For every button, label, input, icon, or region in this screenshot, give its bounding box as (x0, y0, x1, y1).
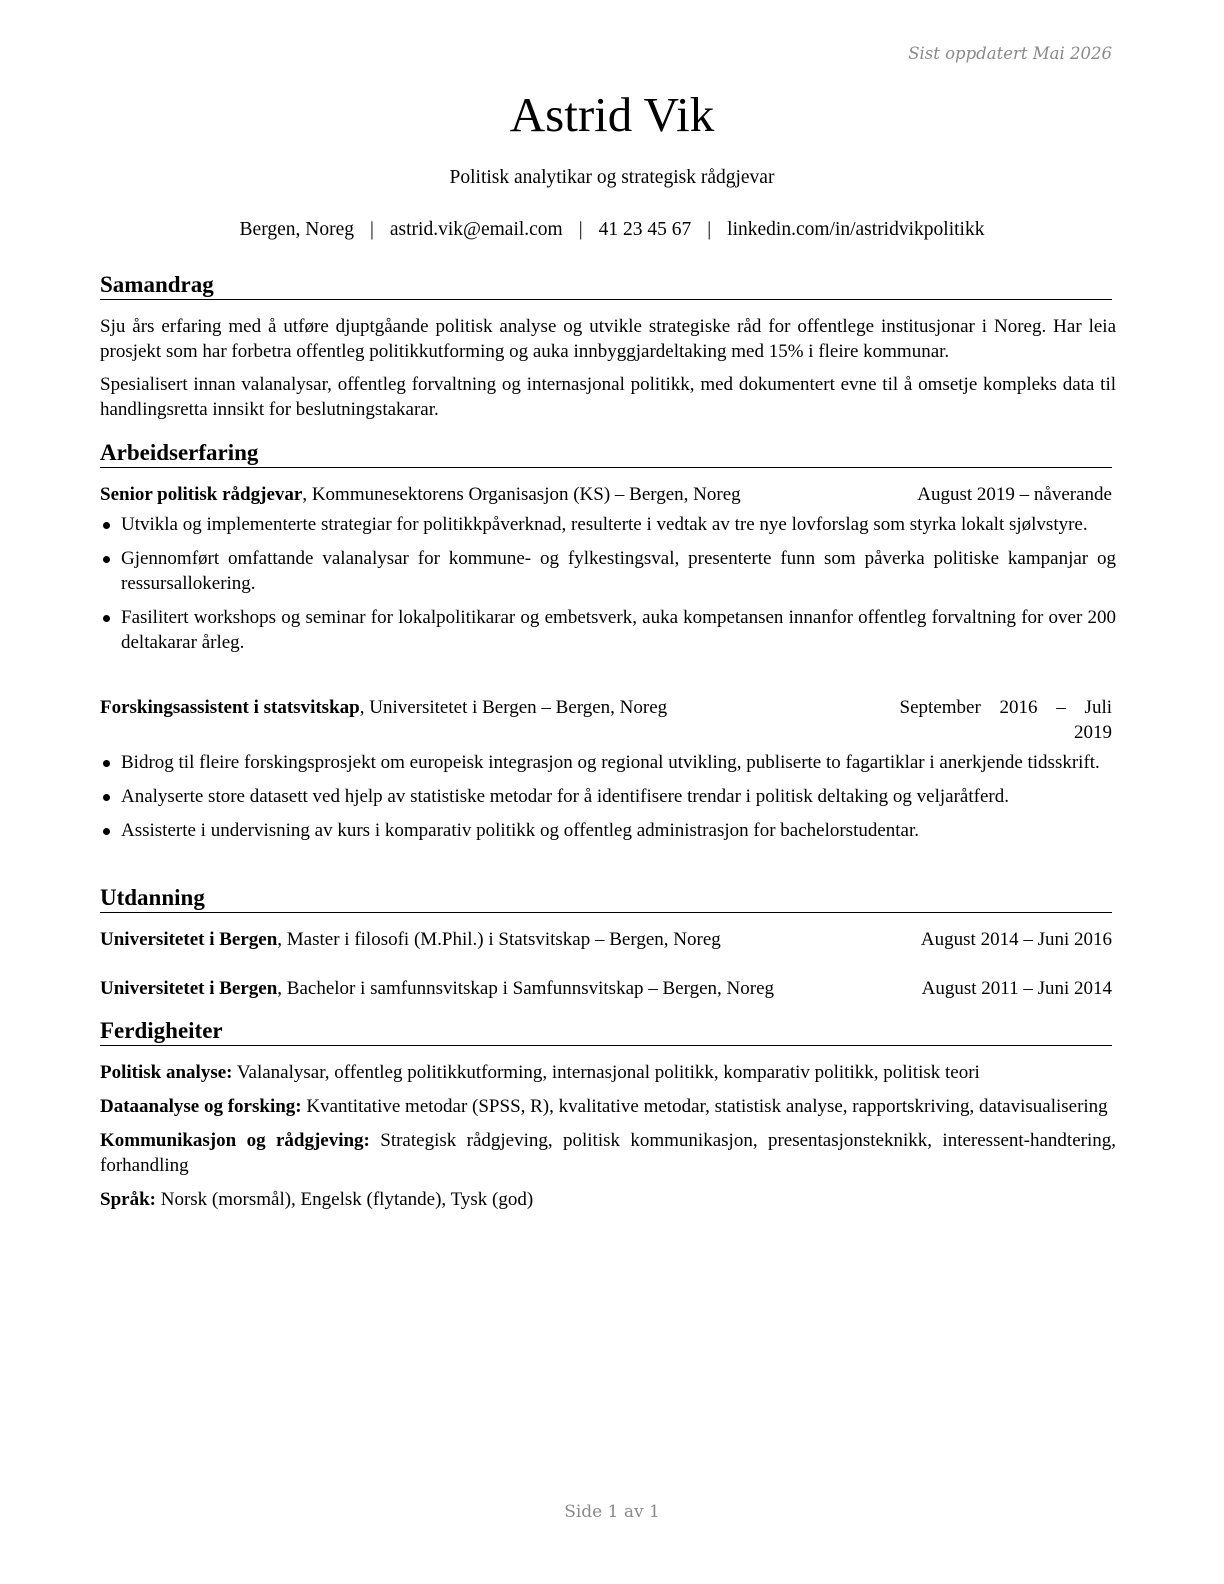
contact-line (0, 219, 1224, 241)
summary-section (100, 314, 1116, 422)
education-school: Universitetet i Bergen (100, 929, 278, 950)
job-bullet: Gjennomført omfattande valanalysar for kommune- og fylkestingsval, presenterte funn som påverka politiske kampanjar og ressursallokering. (100, 546, 1116, 596)
job-dates: August 2019 – nåverande (917, 484, 1112, 505)
skill-item (100, 1094, 1116, 1119)
education-school: Universitetet i Bergen (100, 978, 278, 999)
job-header (100, 695, 1112, 745)
education-dates: August 2014 – Juni 2016 (920, 929, 1112, 950)
contact-separator: | (369, 219, 374, 240)
skill-item (100, 1128, 1116, 1178)
skill-item (100, 1187, 1116, 1212)
section-title-summary: Samandrag (100, 271, 1112, 300)
page-number: Side 1 av 1 (564, 1502, 660, 1522)
contact-separator: | (707, 219, 712, 240)
skills-section (100, 1060, 1116, 1221)
section-title-skills: Ferdigheiter (100, 1017, 1112, 1046)
education-dates: August 2011 – Juni 2014 (921, 978, 1112, 999)
skill-text: Valanalysar, offentleg politikkutforming, internasjonal politikk, komparativ politikk, politisk teori (232, 1062, 980, 1083)
candidate-tagline: Politisk analytikar og strategisk rådgjevar (449, 167, 775, 188)
job-header (100, 482, 1112, 507)
contact-linkedin[interactable]: linkedin.com/in/astridvikpolitikk (727, 219, 985, 240)
skill-item (100, 1060, 1116, 1085)
candidate-name: Astrid Vik (509, 87, 715, 142)
contact-separator: | (578, 219, 583, 240)
job-bullet: Utvikla og implementerte strategiar for politikkpåverknad, resulterte i vedtak av tre nye lovforslag som styrka lokalt sjølvstyre. (100, 512, 1116, 537)
job-role: Forskingsassistent i statsvitskap (100, 697, 360, 718)
skill-label: Kommunikasjon og rådgjeving: (100, 1130, 370, 1151)
job-bullet: Assisterte i undervisning av kurs i komparativ politikk og offentleg administrasjon for bachelorstudentar. (100, 818, 1116, 843)
job-dates: September 2016 – Juli 2019 (899, 697, 1112, 743)
last-updated: Sist oppdatert Mai 2026 (908, 44, 1112, 63)
job-organization: , Universitetet i Bergen – Bergen, Noreg (359, 697, 668, 718)
skill-text: Kvantitative metodar (SPSS, R), kvalitative metodar, statistisk analyse, rapportskriving, datavisualisering (301, 1096, 1108, 1117)
job-entry (100, 695, 1116, 852)
education-degree: , Bachelor i samfunnsvitskap i Samfunnsvitskap – Bergen, Noreg (277, 978, 775, 999)
job-bullets (100, 512, 1116, 655)
job-entry (100, 482, 1116, 664)
job-role: Senior politisk rådgjevar (100, 484, 303, 505)
job-bullet: Fasilitert workshops og seminar for lokalpolitikarar og embetsverk, auka kompetansen innanfor offentleg forvaltning for over 200 deltakarar årleg. (100, 605, 1116, 655)
contact-phone: 41 23 45 67 (598, 219, 692, 240)
job-bullet: Bidrog til fleire forskingsprosjekt om europeisk integrasjon og regional utvikling, publiserte to fagartiklar i anerkjende tidsskrift. (100, 750, 1116, 775)
job-bullet: Analyserte store datasett ved hjelp av statistiske metodar for å identifisere trendar i politisk deltaking og veljaråtferd. (100, 784, 1116, 809)
job-bullets (100, 750, 1116, 843)
skill-label: Språk: (100, 1189, 156, 1210)
section-title-education: Utdanning (100, 884, 1112, 913)
education-degree: , Master i filosofi (M.Phil.) i Statsvitskap – Bergen, Noreg (277, 929, 721, 950)
education-item (100, 927, 1112, 952)
contact-email[interactable]: astrid.vik@email.com (389, 219, 563, 240)
skill-label: Dataanalyse og forsking: (100, 1096, 302, 1117)
summary-paragraph: Sju års erfaring med å utføre djuptgåande politisk analyse og utvikle strategiske råd for offentlege institusjonar i Noreg. Har leia prosjekt som har forbetra offentleg politikkutforming og auka innbyggjardeltaking med 15% i fleire kommunar. (100, 316, 1116, 362)
education-item (100, 976, 1112, 1001)
education-section (100, 927, 1116, 1001)
skill-label: Politisk analyse: (100, 1062, 233, 1083)
summary-paragraph: Spesialisert innan valanalysar, offentleg forvaltning og internasjonal politikk, med dokumentert evne til å omsetje kompleks data til handlingsretta innsikt for beslutningstakarar. (100, 374, 1116, 420)
job-organization: , Kommunesektorens Organisasjon (KS) – Bergen, Noreg (302, 484, 741, 505)
section-title-experience: Arbeidserfaring (100, 439, 1112, 468)
skill-text: Norsk (morsmål), Engelsk (flytande), Tysk (god) (155, 1189, 534, 1210)
contact-location: Bergen, Noreg (239, 219, 354, 240)
skill-text: Strategisk rådgjeving, politisk kommunikasjon, presentasjonsteknikk, interessent-handtering, forhandling (100, 1130, 1116, 1176)
